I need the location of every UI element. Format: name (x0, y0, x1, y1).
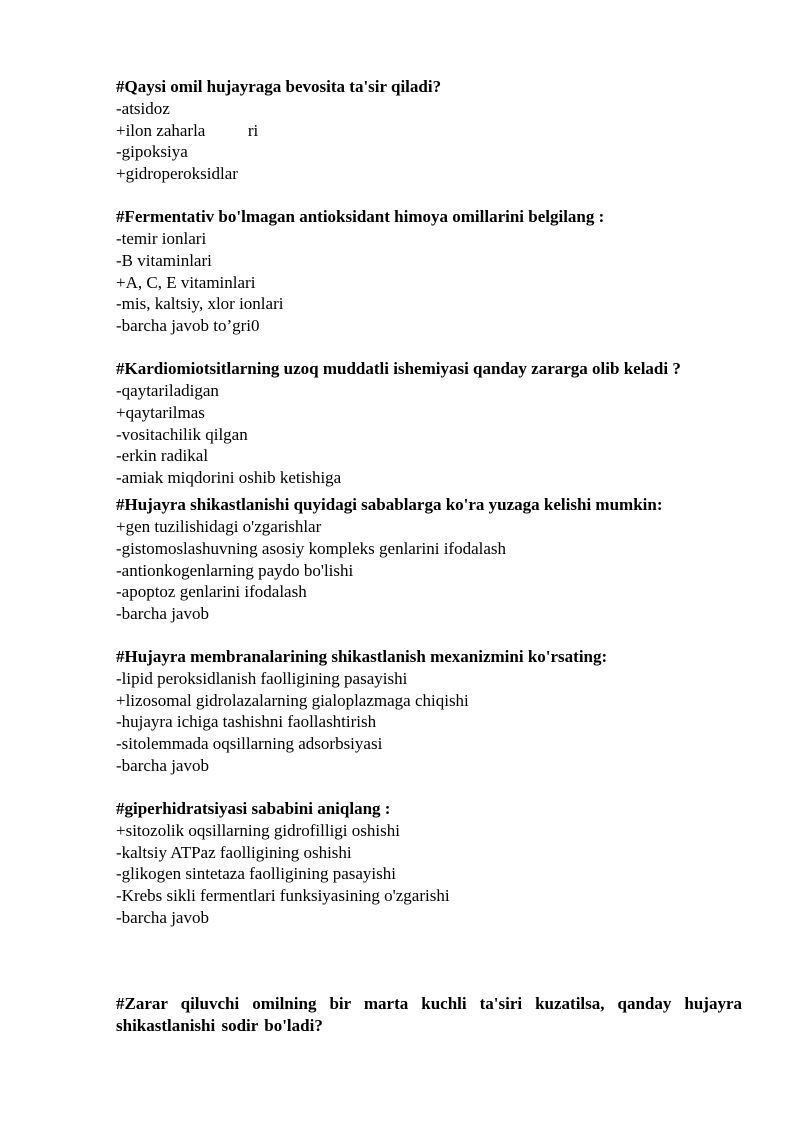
question-text: #Fermentativ bo'lmagan antioksidant himoya omillarini belgilang : (116, 207, 605, 227)
answer-option: -lipid peroksidlanish faolligining pasayishi (116, 669, 408, 689)
answer-option: -hujayra ichiga tashishni faollashtirish (116, 712, 377, 732)
answer-option: -gistomoslashuvning asosiy kompleks genlarini ifodalash (116, 538, 507, 558)
answer-option: -erkin radikal (116, 446, 209, 466)
question-block-2 (116, 206, 742, 336)
answer-option: -gipoksiya (116, 142, 188, 162)
answer-option: -apoptoz genlarini ifodalash (116, 582, 307, 602)
question-text: #Qaysi omil hujayraga bevosita ta'sir qiladi? (116, 77, 442, 96)
answer-option: +sitozolik oqsillarning gidrofilligi oshishi (116, 821, 400, 841)
question-block-7 (116, 993, 742, 1037)
answer-option: -mis, kaltsiy, xlor ionlari (116, 294, 284, 314)
answer-option: -barcha javob (116, 755, 209, 775)
answer-option: -qaytariladigan (116, 381, 219, 401)
question-block-5 (116, 646, 742, 776)
question-text: #Zarar qiluvchi omilning bir marta kuchli ta'siri kuzatilsa, qanday hujayra shikastlanishi sodir bo'ladi? (116, 994, 742, 1036)
question-block-4 (116, 494, 742, 624)
answer-option: -atsidoz (116, 99, 170, 118)
answer-option: -barcha javob (116, 907, 209, 927)
answer-option: +lizosomal gidrolazalarning gialoplazmaga chiqishi (116, 690, 469, 710)
answer-option: -temir ionlari (116, 229, 207, 249)
answer-option: +A, C, E vitaminlari (116, 272, 256, 292)
answer-option: -barcha javob to’gri0 (116, 315, 260, 335)
answer-option: +qaytarilmas (116, 402, 205, 422)
answer-option: -kaltsiy ATPaz faolligining oshishi (116, 842, 352, 862)
answer-option: -amiak miqdorini oshib ketishiga (116, 467, 342, 487)
question-block-6 (116, 798, 742, 928)
question-text: #Hujayra membranalarining shikastlanish mexanizmini ko'rsating: (116, 647, 608, 667)
question-text: #Hujayra shikastlanishi quyidagi sabablarga ko'ra yuzaga kelishi mumkin: (116, 495, 663, 515)
question-text: #giperhidratsiyasi sababini aniqlang : (116, 799, 391, 819)
answer-option: -Krebs sikli fermentlari funksiyasining o'zgarishi (116, 886, 450, 906)
answer-option: -glikogen sintetaza faolligining pasayishi (116, 864, 396, 884)
question-text: #Kardiomiotsitlarning uzoq muddatli ishemiyasi qanday zararga olib keladi ? (116, 359, 681, 379)
answer-option: +ilon zaharla ri (116, 120, 259, 140)
answer-option: -antionkogenlarning paydo bo'lishi (116, 560, 354, 580)
answer-option: +gidroperoksidlar (116, 163, 238, 183)
document-page (116, 76, 742, 1037)
answer-option: -vositachilik qilgan (116, 424, 248, 444)
answer-option: -barcha javob (116, 603, 209, 623)
answer-option: +gen tuzilishidagi o'zgarishlar (116, 517, 322, 537)
answer-option: -B vitaminlari (116, 250, 212, 270)
question-block-1 (116, 76, 742, 184)
question-block-3 (116, 358, 742, 488)
answer-option: -sitolemmada oqsillarning adsorbsiyasi (116, 734, 383, 754)
